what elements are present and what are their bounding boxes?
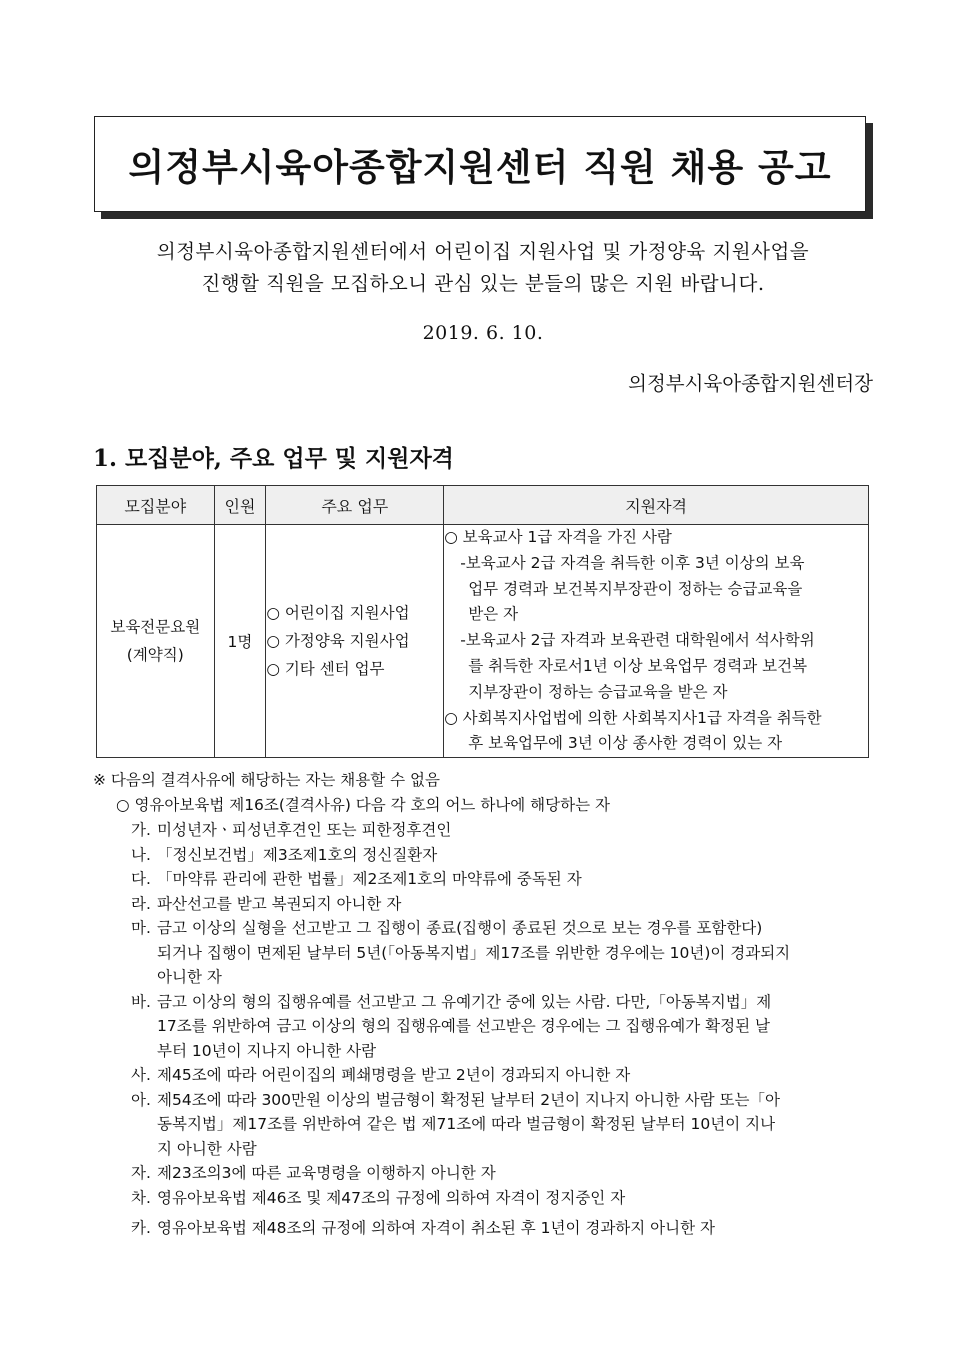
table-header-row (97, 486, 869, 525)
disqualification-notes (93, 768, 853, 1241)
item-label: 카. (131, 1219, 151, 1237)
list-item (93, 1216, 853, 1241)
item-text: 파산선고를 받고 복권되지 아니한 자 (157, 894, 402, 913)
announcement-date: 2019. 6. 10. (422, 322, 544, 344)
item-text: 「마약류 관리에 관한 법률」제2조제1호의 마약류에 중독된 자 (157, 870, 582, 888)
item-text: 제45조에 따라 어린이집의 폐쇄명령을 받고 2년이 경과되지 아니한 자 (157, 1066, 631, 1084)
qualification-line: ○ 사회복지사업법에 의한 사회복지사1급 자격을 취득한 (444, 708, 822, 727)
item-label: 자. (131, 1164, 151, 1182)
cell-field (97, 525, 215, 758)
item-text: 미성년자ㆍ피성년후견인 또는 피한정후견인 (157, 821, 452, 839)
item-text: 금고 이상의 실형을 선고받고 그 집행이 종료(집행이 종료된 것으로 보는 경우를 포함한다) (157, 919, 763, 937)
disqualification-list (93, 818, 853, 1241)
table-row (97, 525, 869, 758)
list-item (93, 916, 853, 990)
item-label: 아. (131, 1090, 151, 1109)
qualification-line: 업무 경력과 보건복지부장관이 정하는 승급교육을 (468, 579, 803, 598)
item-text: 금고 이상의 형의 집행유예를 선고받고 그 유예기간 중에 있는 사람. 다만,「아동복지법」제 (157, 992, 772, 1011)
cell-count: 1명 (214, 525, 266, 758)
item-text: 아니한 자 (157, 968, 222, 986)
item-label: 차. (131, 1188, 151, 1207)
page-title: 의정부시육아종합지원센터 직원 채용 공고 (128, 146, 832, 189)
header-duties: 주요 업무 (266, 486, 444, 525)
item-text: 영유아보육법 제48조의 규정에 의하여 자격이 취소된 후 1년이 경과하지 아니한 자 (157, 1219, 715, 1237)
list-item (93, 1063, 853, 1088)
header-qualifications: 지원자격 (444, 486, 869, 525)
field-name: 보육전문요원 (110, 618, 201, 637)
intro-line-1: 의정부시육아종합지원센터에서 어린이집 지원사업 및 가정양육 지원사업을 (156, 240, 810, 263)
item-label: 라. (131, 894, 151, 913)
item-text: 부터 10년이 지나지 아니한 사람 (157, 1041, 377, 1060)
cell-qualifications (444, 525, 869, 758)
item-text: 영유아보육법 제46조 및 제47조의 규정에 의하여 자격이 정지중인 자 (157, 1188, 626, 1207)
item-text: 「정신보건법」제3조제1호의 정신질환자 (157, 845, 438, 864)
qualification-line: -보육교사 2급 자격과 보육관련 대학원에서 석사학위 (460, 631, 815, 650)
item-label: 다. (131, 870, 151, 888)
list-item (93, 1186, 853, 1211)
list-item (93, 1161, 853, 1186)
field-type: (계약직) (126, 646, 184, 665)
item-text: 제54조에 따라 300만원 이상의 벌금형이 확정된 날부터 2년이 지나지 아니한 사람 또는「아 (157, 1090, 780, 1109)
notes-subheading: ○ 영유아보육법 제16조(결격사유) 다음 각 호의 어느 하나에 해당하는 자 (116, 796, 610, 814)
section-1-heading: 1. 모집분야, 주요 업무 및 지원자격 (93, 445, 454, 472)
header-field: 모집분야 (97, 486, 215, 525)
item-label: 바. (131, 992, 151, 1011)
list-item (93, 892, 853, 917)
intro-line-2: 진행할 직원을 모집하오니 관심 있는 분들의 많은 지원 바랍니다. (201, 272, 765, 295)
qualification-line: 받은 자 (468, 605, 519, 624)
item-text: 동복지법」제17조를 위반하여 같은 법 제71조에 따라 벌금형이 확정된 날부터 10년이 지나 (157, 1115, 776, 1133)
cell-duties (266, 525, 444, 758)
title-box (94, 116, 866, 212)
item-label: 사. (131, 1066, 151, 1084)
duty-item: ○ 어린이집 지원사업 (266, 604, 410, 623)
recruitment-table (96, 485, 869, 758)
intro-paragraph (60, 236, 906, 300)
list-item (93, 1088, 853, 1162)
item-text: 17조를 위반하여 금고 이상의 형의 집행유예를 선고받은 경우에는 그 집행유예가 확정된 날 (157, 1017, 770, 1035)
duty-item: ○ 기타 센터 업무 (266, 660, 385, 679)
item-text: 지 아니한 사람 (157, 1139, 257, 1158)
header-count: 인원 (214, 486, 266, 525)
item-text: 되거나 집행이 면제된 날부터 5년(「아동복지법」제17조를 위반한 경우에는 10년)이 경과되지 (157, 943, 791, 962)
qualification-line: -보육교사 2급 자격을 취득한 이후 3년 이상의 보육 (460, 553, 805, 572)
issuer: 의정부시육아종합지원센터장 (628, 372, 873, 395)
item-label: 가. (131, 821, 151, 839)
notes-heading: ※ 다음의 결격사유에 해당하는 자는 채용할 수 없음 (93, 771, 440, 789)
item-label: 나. (131, 845, 151, 864)
qualification-line: ○ 보육교사 1급 자격을 가진 사람 (444, 528, 672, 546)
list-item (93, 867, 853, 892)
item-text: 제23조의3에 따른 교육명령을 이행하지 아니한 자 (157, 1164, 496, 1182)
list-item (93, 990, 853, 1064)
item-label: 마. (131, 919, 151, 937)
list-item (93, 843, 853, 868)
qualification-line: 를 취득한 자로서1년 이상 보육업무 경력과 보건복 (468, 656, 808, 675)
qualification-line: 후 보육업무에 3년 이상 종사한 경력이 있는 자 (468, 734, 783, 753)
qualification-line: 지부장관이 정하는 승급교육을 받은 자 (468, 682, 728, 701)
duty-item: ○ 가정양육 지원사업 (266, 632, 410, 651)
list-item (93, 818, 853, 843)
